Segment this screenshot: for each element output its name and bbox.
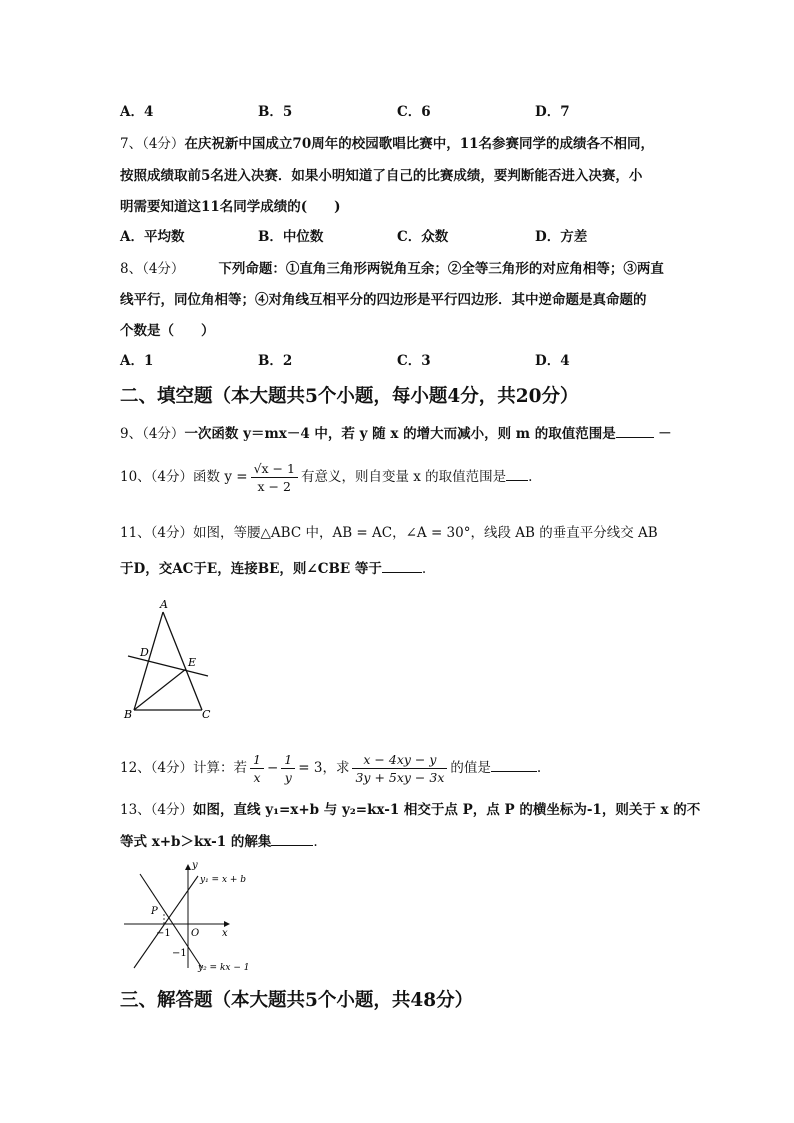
q9-line — [120, 424, 672, 444]
q9-text: 一次函数 y＝mx－4 中，若 y 随 x 的增大而减小，则 m 的取值范围是 — [184, 426, 616, 442]
q13-label-x-axis: x — [222, 928, 228, 939]
q12-f3-numerator: x − 4xy − y — [352, 751, 447, 769]
q13-label-neg1-x: −1 — [156, 928, 171, 939]
q11-text-2: 于D，交AC于E，连接BE，则∠CBE 等于 — [120, 561, 382, 577]
q10-fraction — [251, 460, 298, 495]
q6-option-c: C．6 — [397, 104, 431, 120]
q12-prefix: 12、（4分） — [120, 760, 194, 776]
q7-option-b: B．中位数 — [258, 229, 324, 245]
q13-tail: . — [313, 834, 318, 850]
q10-denominator: x − 2 — [257, 479, 291, 494]
q10-line — [120, 460, 532, 495]
q7-line3: 明需要知道这11名同学成绩的( ) — [120, 199, 341, 215]
q8-option-c: C．3 — [397, 353, 431, 369]
q8-line2: 线平行，同位角相等；④对角线互相平分的四边形是平行四边形．其中逆命题是真命题的 — [120, 292, 647, 308]
q8-line1 — [120, 259, 664, 279]
q12-fraction-2 — [281, 751, 295, 786]
q8-option-b: B．2 — [258, 353, 293, 369]
q11-label-b: B — [124, 708, 133, 720]
q7-line2: 按照成绩取前5名进入决赛．如果小明知道了自己的比赛成绩，要判断能否进入决赛，小 — [120, 168, 643, 184]
q8-text-1: 下列命题：①直角三角形两锐角互余；②全等三角形的对应角相等；③两直 — [218, 261, 664, 277]
q13-answer-blank[interactable] — [271, 833, 313, 846]
q10-tail: . — [528, 469, 533, 485]
q6-option-b: B．5 — [258, 104, 293, 120]
q9-answer-blank[interactable] — [616, 425, 654, 438]
q6-option-a: A．4 — [120, 104, 154, 120]
q10-answer-blank[interactable] — [506, 468, 528, 481]
q7-text-1: 在庆祝新中国成立70周年的校园歌唱比赛中，11名参赛同学的成绩各不相同， — [184, 136, 655, 152]
q11-text-1: 如图，等腰△ABC 中，AB = AC，∠A = 30°，线段 AB 的垂直平分线交 AB — [193, 525, 658, 541]
q12-minus: − — [266, 760, 279, 776]
q12-lead: 计算：若 — [193, 760, 248, 776]
q9-prefix: 9、（4分） — [120, 426, 185, 442]
q12-fraction-1 — [250, 751, 264, 786]
q8-line3: 个数是（ ） — [120, 323, 215, 339]
q13-label-p: P — [151, 906, 158, 917]
q12-f2-numerator: 1 — [281, 751, 295, 769]
q7-prefix: 7、（4分） — [120, 136, 185, 152]
q11-label-e: E — [188, 656, 197, 669]
q8-option-a: A．1 — [120, 353, 154, 369]
q8-option-d: D．4 — [535, 353, 570, 369]
q11-triangle-figure — [122, 596, 214, 720]
q13-line2 — [120, 832, 318, 852]
q13-graph-figure — [118, 858, 258, 974]
q12-eq: = 3，求 — [298, 760, 350, 776]
q13-prefix: 13、（4分） — [120, 802, 194, 818]
q13-label-y-axis: y — [192, 860, 198, 871]
q7-option-c: C．众数 — [397, 229, 449, 245]
q10-numerator: √x − 1 — [251, 460, 298, 478]
q11-line1 — [120, 523, 658, 543]
q11-answer-blank[interactable] — [382, 560, 422, 573]
q11-tail: . — [421, 561, 427, 577]
q13-label-neg1-y: −1 — [172, 948, 187, 959]
q13-label-y2: y₂ = kx − 1 — [198, 963, 250, 973]
q13-line1 — [120, 800, 700, 820]
q7-line1 — [120, 134, 654, 154]
q8-prefix: 8、（4分） — [120, 261, 185, 277]
q11-label-a: A — [160, 598, 168, 611]
q10-lead: 函数 y = — [193, 469, 248, 485]
q9-tail: － — [658, 426, 672, 442]
q12-f2-denominator: y — [284, 770, 292, 785]
q12-tail: . — [536, 760, 542, 776]
q12-text: 的值是 — [450, 760, 491, 776]
q7-option-a: A．平均数 — [120, 229, 185, 245]
q13-label-y1: y₁ = x + b — [200, 875, 247, 885]
q11-label-d: D — [140, 646, 149, 659]
q13-text-2: 等式 x+b＞kx-1 的解集 — [120, 834, 272, 850]
q10-text: 有意义，则自变量 x 的取值范围是 — [300, 469, 507, 485]
q12-line — [120, 751, 541, 786]
q10-prefix: 10、（4分） — [120, 469, 194, 485]
q12-f3-denominator: 3y + 5xy − 3x — [355, 770, 445, 785]
q13-text-1: 如图，直线 y₁=x+b 与 y₂=kx-1 相交于点 P，点 P 的横坐标为-1，则关于 x 的不 — [193, 802, 701, 818]
q11-label-c: C — [202, 708, 211, 720]
q12-f1-numerator: 1 — [250, 751, 264, 769]
section-2-heading: 二、填空题（本大题共5个小题，每小题4分，共20分） — [120, 386, 579, 407]
q12-f1-denominator: x — [253, 770, 261, 785]
section-3-heading: 三、解答题（本大题共5个小题，共48分） — [120, 990, 474, 1011]
q6-option-d: D．7 — [535, 104, 570, 120]
q11-line2 — [120, 559, 426, 579]
q11-prefix: 11、（4分） — [120, 525, 194, 541]
q12-fraction-3 — [352, 751, 447, 786]
q12-answer-blank[interactable] — [491, 759, 537, 772]
q13-label-origin: O — [191, 928, 200, 939]
q7-option-d: D．方差 — [535, 229, 588, 245]
